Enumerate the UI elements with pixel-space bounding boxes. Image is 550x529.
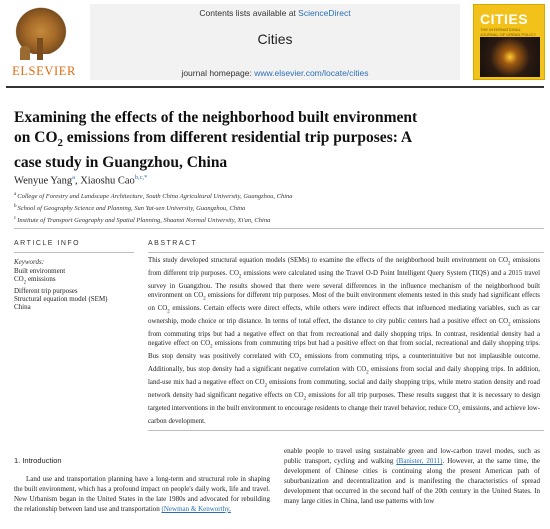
subscript-two: 2 bbox=[210, 344, 213, 350]
header-divider bbox=[6, 86, 544, 88]
subscript-two: 2 bbox=[508, 322, 511, 328]
citation-link[interactable]: (Banister, 2011) bbox=[396, 457, 443, 465]
intro-right-text: . However, at the same time, the development of Chinese cities is continuing along the present American path of suburbanization and decentralization and is manifesting the characteristics of spread development that occurred in the second half of the 20th century in the United States. In many large cities in China, land use patterns with low bbox=[284, 457, 540, 505]
journal-homepage-link[interactable]: www.elsevier.com/locate/cities bbox=[254, 68, 369, 78]
subscript-two: 2 bbox=[507, 261, 511, 267]
introduction-heading: 1. Introduction bbox=[14, 456, 62, 465]
abstract-divider bbox=[148, 252, 544, 253]
subscript-two: 2 bbox=[303, 396, 307, 402]
article-title: Examining the effects of the neighborhood built environment on $CO_2$ emissions from different residential trip purposes: A case study in Guangzhou, China bbox=[14, 109, 418, 172]
affiliation-text: School of Geography Science and Planning, Sun Yat-sen University, Guangzhou, China bbox=[17, 205, 246, 213]
keyword-item: $CO_2$ emissions bbox=[14, 275, 56, 286]
article-info-heading: ARTICLE INFO bbox=[14, 240, 81, 247]
section-divider bbox=[14, 228, 544, 229]
affiliation-mark: a bbox=[14, 192, 17, 197]
homepage-line bbox=[90, 68, 460, 78]
affiliation-list bbox=[14, 190, 534, 226]
sciencedirect-link[interactable]: ScienceDirect bbox=[298, 8, 351, 18]
journal-header bbox=[0, 0, 550, 84]
subscript-two: 2 bbox=[366, 370, 369, 376]
affiliation-mark: b bbox=[14, 204, 17, 210]
author-name[interactable]: Xiaoshu Cao bbox=[80, 175, 135, 187]
author-affiliation-mark[interactable]: b,c,* bbox=[134, 174, 148, 181]
cover-image bbox=[480, 37, 540, 77]
affiliation-mark: c bbox=[14, 216, 17, 222]
affiliation-item bbox=[14, 214, 534, 226]
abstract-heading: ABSTRACT bbox=[148, 240, 198, 247]
logo-figure-shape bbox=[20, 46, 30, 60]
keywords-label: Keywords: bbox=[14, 258, 45, 266]
affiliation-item bbox=[14, 202, 534, 214]
affiliation-text: College of Forestry and Landscape Architecture, South China Agricultural University, Guangzhou, China bbox=[17, 193, 293, 201]
contents-line bbox=[90, 8, 460, 18]
journal-banner bbox=[90, 4, 460, 80]
body-column-right bbox=[284, 446, 540, 506]
subscript-two: 2 bbox=[23, 280, 27, 286]
homepage-prefix: journal homepage: bbox=[181, 68, 255, 78]
abstract-text: This study developed structural equation models (SEMs) to examine the effects of the neighborhood built environment on $CO_2$ emissions from different trip purposes. $CO_2$ emissions were calculated using the Travel O-D Point Intelligent Query System (TIQS) and a 2015 travel survey in Guangzhou. The results showed that there were several differences in the influence mechanism of the neighborhood built environment on $CO_2$ emissions for different trip purposes. Most of the built environment elements tested in this study had significant effects on $CO_2$ emissions. Certain effects were direct effects, while others were indirect effects that influenced mediating variables, such as car ownership, mode choice or trip distance. In terms of total effect, the distance to city public centers had a positive effect on $CO_2$ emissions from commuting trips but had a negative effect on that from recreational and daily shopping trips. In contrast, residential density had a negative effect on $CO_2$ emissions from commuting trips but had a positive effect on that from social, recreational and daily shopping trips. Bus stop density was positively correlated with $CO_2$ emissions from commuting trips, a counterintuitive but not implausible outcome. Additionally, bus stop density had a significant negative correlation with $CO_2$ emissions from social and daily shopping trips. In addition, land-use mix had a negative effect on $CO_2$ emissions from commuting, social and daily shopping trips, while metro station density and road network density had significant negative effects on $CO_2$ emissions for all trip purposes. These results suggest that it is necessary to design targeted interventions in the built environment to encourage residents to change their travel behavior, reduce $CO_2$ emissions, and achieve low-carbon development. bbox=[148, 257, 541, 425]
contents-prefix: Contents lists available at bbox=[199, 8, 299, 18]
subscript-two: 2 bbox=[458, 409, 461, 415]
keyword-item: Structural equation model (SEM) bbox=[14, 295, 108, 304]
cover-subtitle: THE INTERNATIONAL JOURNAL OF URBAN POLICY bbox=[480, 27, 537, 37]
subscript-two: 2 bbox=[167, 309, 170, 315]
affiliation-item bbox=[14, 190, 534, 202]
author-affiliation-mark[interactable]: a bbox=[72, 174, 75, 181]
elsevier-logo[interactable] bbox=[6, 4, 76, 76]
journal-cover[interactable] bbox=[473, 4, 545, 80]
abstract-end-divider bbox=[148, 430, 544, 431]
journal-title: Cities bbox=[257, 31, 293, 47]
cover-title: CITIES bbox=[480, 11, 529, 27]
intro-left-text: Land use and transportation planning have a long-term and structural role in shaping the built environment, which has a profound impact on people's daily work, life and travel. New Urbanism began in the United States in the late 1980s and advocated for rebuilding the relationship between land use and transportation bbox=[14, 475, 270, 513]
publisher-name: ELSEVIER bbox=[12, 64, 76, 78]
keyword-item: Built environment bbox=[14, 267, 66, 275]
subscript-two: 2 bbox=[57, 137, 63, 150]
body-column-left bbox=[14, 474, 270, 514]
intro-right-text: enable people to travel using sustainable green and low-carbon travel modes, such as public transport, cycling and walking bbox=[284, 447, 540, 465]
keyword-item: China bbox=[14, 303, 31, 312]
subscript-two: 2 bbox=[264, 383, 268, 389]
author-name[interactable]: Wenyue Yang bbox=[14, 175, 73, 187]
author-list: Wenyue Yang$^a$, Xiaoshu Cao$^{b,c,*}$ bbox=[14, 174, 148, 187]
subscript-two: 2 bbox=[238, 274, 242, 280]
citation-link[interactable]: (Newman & Kenworthy, bbox=[161, 505, 231, 513]
keywords-list bbox=[14, 267, 108, 311]
keyword-item: Different trip purposes bbox=[14, 287, 78, 296]
logo-trunk-shape bbox=[37, 38, 43, 60]
article-info-divider bbox=[14, 252, 134, 253]
subscript-two: 2 bbox=[298, 357, 302, 363]
affiliation-text: Institute of Transport Geography and Spatial Planning, Shaanxi Normal University, Xi'an, China bbox=[17, 217, 271, 225]
subscript-two: 2 bbox=[203, 296, 206, 302]
